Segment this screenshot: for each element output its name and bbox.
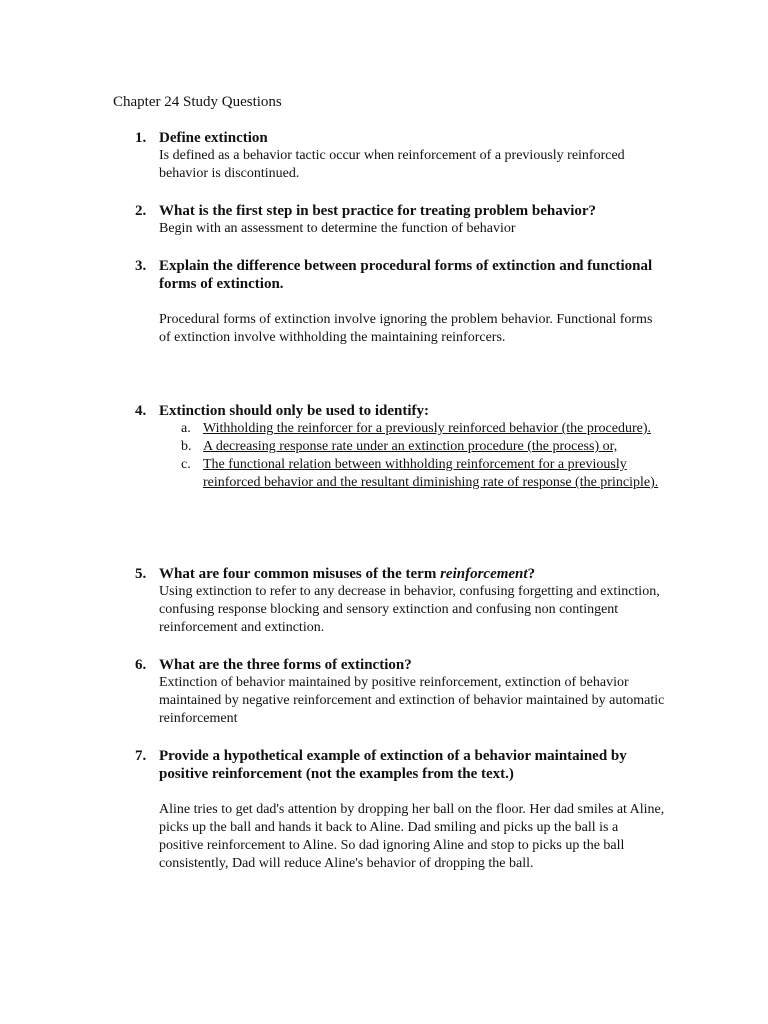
sub-item-letter: b.: [181, 439, 192, 454]
sub-item-text: The functional relation between withholding reinforcement for a previously reinforced behavior and the resultant diminishing rate of response (the principle).: [203, 457, 659, 490]
question-item-7: [135, 747, 665, 873]
sub-item-letter: a.: [181, 421, 191, 436]
question-text: Define extinction: [159, 130, 268, 146]
question-text: [159, 565, 665, 583]
question-text: Extinction should only be used to identify:: [159, 403, 430, 419]
sub-item-letter: c.: [181, 457, 191, 472]
question-number: 6.: [135, 657, 147, 673]
answer-text: Procedural forms of extinction involve ignoring the problem behavior. Functional forms of extinction involve withholding the maintaining reinforcers.: [159, 312, 653, 345]
question-number: 5.: [135, 566, 147, 582]
answer-text: Using extinction to refer to any decrease in behavior, confusing forgetting and extinction, confusing response blocking and sensory extinction and confusing non contingent reinforcement and extinction.: [159, 584, 660, 635]
question-number: 1.: [135, 130, 147, 146]
question-item-5: [135, 565, 665, 637]
sub-item-text: A decreasing response rate under an extinction procedure (the process) or,: [203, 439, 618, 454]
question-text: What is the first step in best practice for treating problem behavior?: [159, 203, 597, 219]
question-number: 7.: [135, 748, 147, 764]
question-text-start: What are four common misuses of the term: [159, 566, 441, 582]
question-text-end: ?: [527, 566, 536, 582]
question-item-2: [135, 202, 665, 238]
answer-text: Aline tries to get dad's attention by dropping her ball on the floor. Her dad smiles at Aline, picks up the ball and hands it back to Aline. Dad smiling and picks up the ball is a positive reinforcement to Aline. So dad ignoring Aline and stop to picks up the ball consistently, Dad will reduce Aline's behavior of dropping the ball.: [159, 802, 665, 871]
question-number: 3.: [135, 258, 147, 274]
question-number: 2.: [135, 203, 147, 219]
question-number: 4.: [135, 403, 147, 419]
question-text: What are the three forms of extinction?: [159, 657, 412, 673]
document-title: Chapter 24 Study Questions: [113, 94, 282, 110]
sub-item-c: [181, 456, 665, 492]
answer-text: Begin with an assessment to determine the function of behavior: [159, 221, 516, 236]
sub-item-a: [181, 420, 665, 438]
question-item-6: [135, 656, 665, 728]
question-text: Explain the difference between procedural forms of extinction and functional forms of extinction.: [159, 258, 653, 292]
question-text: Provide a hypothetical example of extinction of a behavior maintained by positive reinforcement (not the examples from the text.): [159, 748, 627, 782]
question-emphasis: reinforcement: [440, 566, 528, 582]
question-item-4: [135, 402, 665, 492]
question-item-3: [135, 257, 665, 347]
answer-text: Extinction of behavior maintained by positive reinforcement, extinction of behavior maintained by negative reinforcement and extinction of behavior maintained by automatic reinforcement: [159, 675, 665, 726]
sub-item-b: [181, 438, 665, 456]
question-item-1: [135, 129, 665, 183]
sub-item-text: Withholding the reinforcer for a previously reinforced behavior (the procedure).: [203, 421, 652, 436]
answer-text: Is defined as a behavior tactic occur when reinforcement of a previously reinforced behavior is discontinued.: [159, 148, 625, 181]
